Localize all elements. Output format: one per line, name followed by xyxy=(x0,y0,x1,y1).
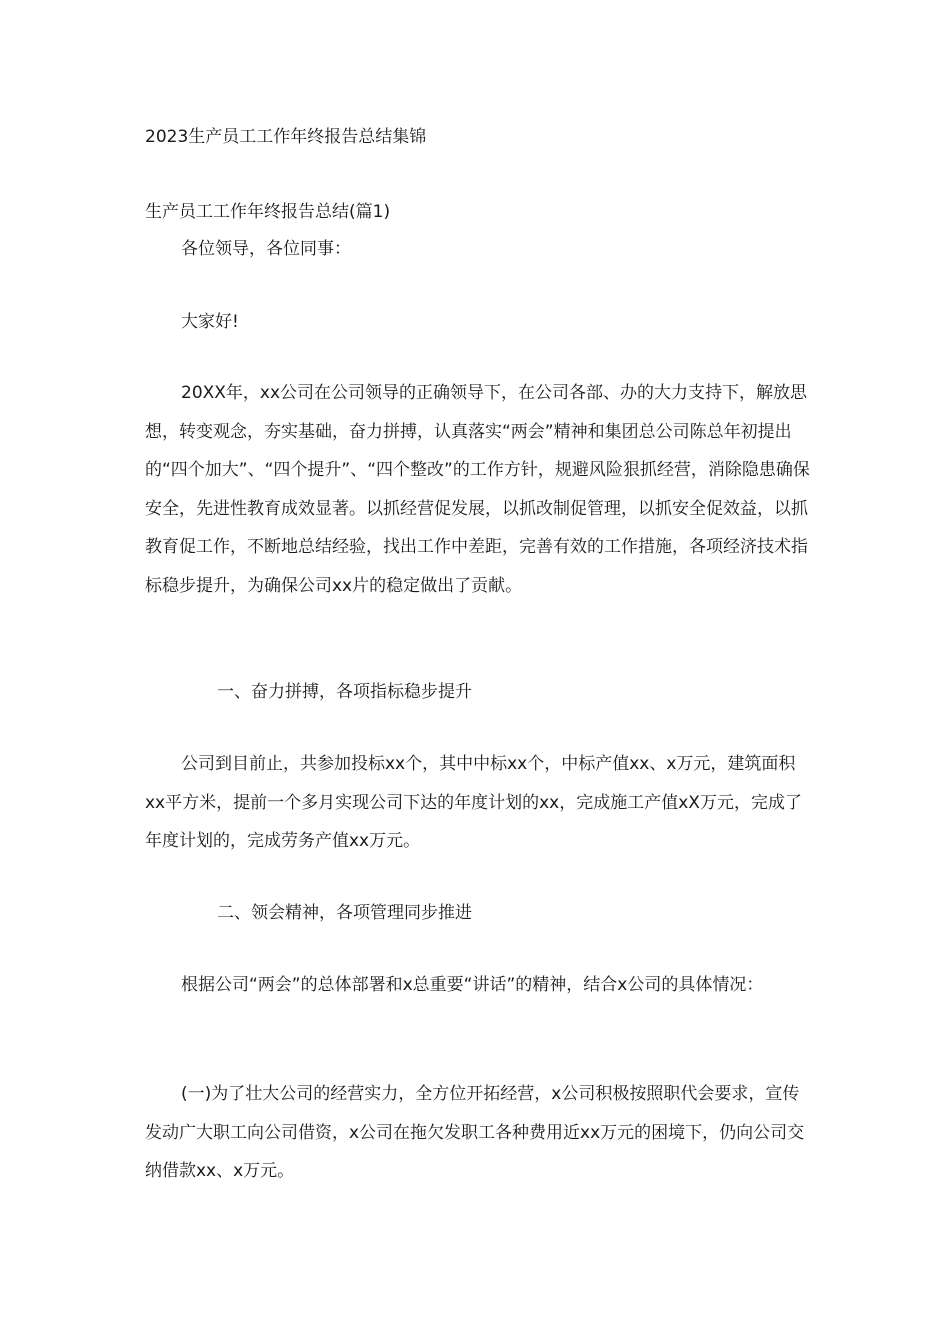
salutation-paragraph: 各位领导，各位同事： xyxy=(181,239,351,259)
section-1-paragraph: 公司到目前止，共参加投标xx个，其中中标xx个，中标产值xx、x万元，建筑面积xx平方米，提前一个多月实现公司下达的年度计划的xx，完成施工产值xX万元，完成了年度计划的，完成劳务产值xx万元。 xyxy=(145,754,802,851)
document-title: 2023生产员工工作年终报告总结集锦 xyxy=(145,127,427,147)
section-1-heading: 一、奋力拼搏，各项指标稳步提升 xyxy=(217,682,472,702)
greeting-paragraph: 大家好! xyxy=(181,312,239,332)
section-2-paragraph: 根据公司“两会”的总体部署和x总重要“讲话”的精神，结合x公司的具体情况： xyxy=(181,975,764,995)
section-2-heading: 二、领会精神，各项管理同步推进 xyxy=(217,903,472,923)
section-2-item-1-paragraph: (一)为了壮大公司的经营实力，全方位开拓经营，x公司积极按照职代会要求，宣传发动广大职工向公司借资，x公司在拖欠发职工各种费用近xx万元的困境下，仍向公司交纳借款xx、x万元。 xyxy=(145,1084,805,1181)
document-subtitle: 生产员工工作年终报告总结(篇1) xyxy=(145,202,391,222)
intro-paragraph: 20XX年，xx公司在公司领导的正确领导下，在公司各部、办的大力支持下，解放思想，转变观念，夯实基础，奋力拼搏，认真落实“两会”精神和集团总公司陈总年初提出的“四个加大”、“四个提升”、“四个整改”的工作方针，规避风险狠抓经营，消除隐患确保安全，先进性教育成效显著。以抓经营促发展，以抓改制促管理，以抓安全促效益，以抓教育促工作，不断地总结经验，找出工作中差距，完善有效的工作措施，各项经济技术指标稳步提升，为确保公司xx片的稳定做出了贡献。 xyxy=(145,383,810,596)
